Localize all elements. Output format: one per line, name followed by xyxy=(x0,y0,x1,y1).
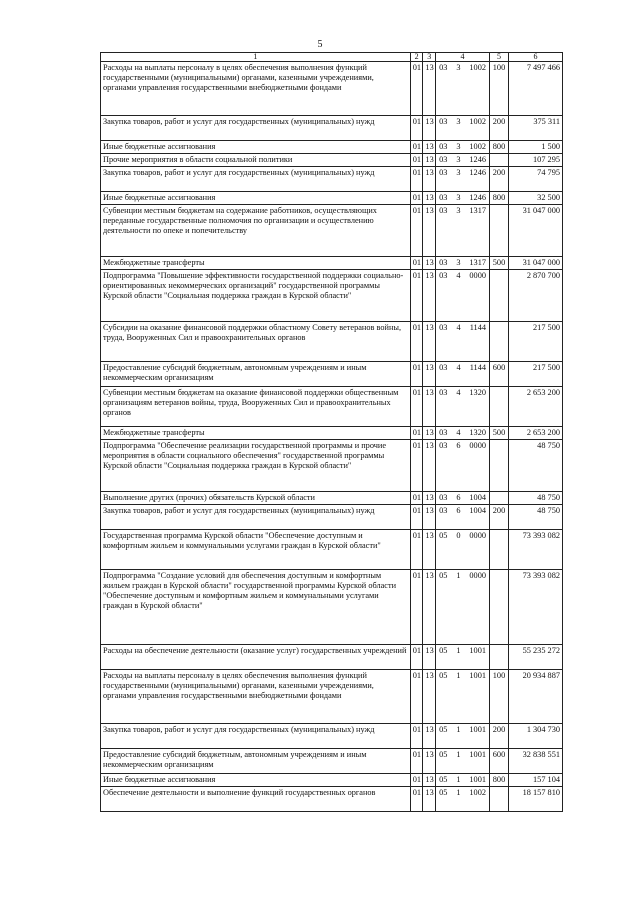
target-article-cell xyxy=(436,205,490,257)
expense-type-cell: 100 xyxy=(490,62,509,116)
amount-cell: 32 500 xyxy=(509,192,563,205)
target-article-part: 6 xyxy=(456,441,461,450)
target-article-part: 1 xyxy=(456,671,461,680)
expense-name-cell: Предоставление субсидий бюджетным, автономным учреждениям и иным некоммерческим организациям xyxy=(101,362,411,387)
subsection-code-cell: 13 xyxy=(423,257,436,270)
amount-cell: 2 653 200 xyxy=(509,387,563,427)
amount-cell: 73 393 082 xyxy=(509,530,563,570)
target-article-part: 05 xyxy=(439,788,448,797)
target-article-part: 3 xyxy=(456,63,461,72)
target-article-cell xyxy=(436,492,490,505)
expense-name-cell: Межбюджетные трансферты xyxy=(101,257,411,270)
target-article-code xyxy=(438,168,487,178)
subsection-code-cell: 13 xyxy=(423,570,436,645)
amount-cell: 7 497 466 xyxy=(509,62,563,116)
target-article-part: 05 xyxy=(439,531,448,540)
expense-type-cell xyxy=(490,787,509,812)
section-code-cell: 01 xyxy=(410,192,423,205)
target-article-part: 03 xyxy=(439,388,448,397)
section-code-cell: 01 xyxy=(410,205,423,257)
target-article-part: 3 xyxy=(456,155,461,164)
target-article-part: 1001 xyxy=(469,775,486,784)
amount-cell: 375 311 xyxy=(509,116,563,141)
target-article-cell xyxy=(436,257,490,270)
expense-name-cell: Расходы на обеспечение деятельности (оказание услуг) государственных учреждений xyxy=(101,645,411,670)
amount-cell: 48 750 xyxy=(509,492,563,505)
target-article-part: 6 xyxy=(456,493,461,502)
target-article-cell xyxy=(436,192,490,205)
target-article-part: 4 xyxy=(456,271,461,280)
expense-name-cell: Закупка товаров, работ и услуг для государственных (муниципальных) нужд xyxy=(101,116,411,141)
target-article-part: 4 xyxy=(456,363,461,372)
target-article-part: 4 xyxy=(456,323,461,332)
expense-type-cell: 100 xyxy=(490,670,509,724)
table-row xyxy=(101,645,563,670)
table-row xyxy=(101,154,563,167)
target-article-part: 1246 xyxy=(469,168,486,177)
expense-type-cell: 200 xyxy=(490,116,509,141)
subsection-code-cell: 13 xyxy=(423,116,436,141)
amount-cell: 74 795 xyxy=(509,167,563,192)
expense-name-cell: Субсидии на оказание финансовой поддержки областному Совету ветеранов войны, труда, Вооруженных Сил и правоохранительных органов xyxy=(101,322,411,362)
amount-cell: 2 870 700 xyxy=(509,270,563,322)
table-row xyxy=(101,670,563,724)
target-article-cell xyxy=(436,62,490,116)
section-code-cell: 01 xyxy=(410,570,423,645)
target-article-part: 1002 xyxy=(469,788,486,797)
target-article-part: 1144 xyxy=(469,323,486,332)
section-code-cell: 01 xyxy=(410,167,423,192)
target-article-part: 1246 xyxy=(469,155,486,164)
table-row xyxy=(101,257,563,270)
target-article-part: 03 xyxy=(439,155,448,164)
table-row xyxy=(101,322,563,362)
expense-name-cell: Закупка товаров, работ и услуг для государственных (муниципальных) нужд xyxy=(101,167,411,192)
expense-name-cell: Подпрограмма "Создание условий для обеспечения доступным и комфортным жильем граждан в Курской области" государственной программы Курской области "Обеспечение доступным и комфортным жильем и коммунальными услугами граждан в Курской области" xyxy=(101,570,411,645)
target-article-cell xyxy=(436,530,490,570)
table-row xyxy=(101,427,563,440)
target-article-cell xyxy=(436,670,490,724)
target-article-part: 03 xyxy=(439,271,448,280)
expense-type-cell: 800 xyxy=(490,141,509,154)
target-article-cell xyxy=(436,387,490,427)
table-row xyxy=(101,62,563,116)
subsection-code-cell: 13 xyxy=(423,154,436,167)
table-row xyxy=(101,440,563,492)
expense-type-cell xyxy=(490,530,509,570)
target-article-part: 03 xyxy=(439,168,448,177)
subsection-code-cell: 13 xyxy=(423,270,436,322)
section-code-cell: 01 xyxy=(410,787,423,812)
subsection-code-cell: 13 xyxy=(423,192,436,205)
expense-name-cell: Субвенции местным бюджетам на оказание финансовой поддержки общественным организациям ветеранов войны, труда, Вооруженных Сил и правоохранительных органов xyxy=(101,387,411,427)
table-row xyxy=(101,570,563,645)
expense-type-cell: 500 xyxy=(490,427,509,440)
target-article-code xyxy=(438,428,487,438)
amount-cell: 217 500 xyxy=(509,322,563,362)
subsection-code-cell: 13 xyxy=(423,787,436,812)
target-article-cell xyxy=(436,505,490,530)
expense-name-cell: Прочие мероприятия в области социальной политики xyxy=(101,154,411,167)
amount-cell: 157 104 xyxy=(509,774,563,787)
target-article-cell xyxy=(436,154,490,167)
expense-type-cell xyxy=(490,322,509,362)
target-article-part: 03 xyxy=(439,206,448,215)
expense-type-cell: 500 xyxy=(490,257,509,270)
target-article-part: 0000 xyxy=(469,531,486,540)
target-article-part: 03 xyxy=(439,441,448,450)
target-article-part: 1004 xyxy=(469,506,486,515)
target-article-code xyxy=(438,671,487,681)
amount-cell: 73 393 082 xyxy=(509,570,563,645)
expense-type-cell: 200 xyxy=(490,724,509,749)
target-article-code xyxy=(438,571,487,581)
table-row xyxy=(101,270,563,322)
target-article-cell xyxy=(436,440,490,492)
target-article-cell xyxy=(436,787,490,812)
expense-name-cell: Расходы на выплаты персоналу в целях обеспечения выполнения функций государственными (муниципальными) органами, казенными учреждениями, органами управления государственными внебюджетными фондами xyxy=(101,62,411,116)
target-article-part: 03 xyxy=(439,193,448,202)
section-code-cell: 01 xyxy=(410,492,423,505)
amount-cell: 32 838 551 xyxy=(509,749,563,774)
target-article-part: 0000 xyxy=(469,571,486,580)
expense-type-cell xyxy=(490,387,509,427)
target-article-part: 03 xyxy=(439,428,448,437)
expense-type-cell xyxy=(490,645,509,670)
amount-cell: 217 500 xyxy=(509,362,563,387)
expense-type-cell xyxy=(490,205,509,257)
table-row xyxy=(101,387,563,427)
table-row xyxy=(101,505,563,530)
target-article-cell xyxy=(436,774,490,787)
subsection-code-cell: 13 xyxy=(423,492,436,505)
subsection-code-cell: 13 xyxy=(423,167,436,192)
target-article-part: 1320 xyxy=(469,388,486,397)
target-article-part: 03 xyxy=(439,258,448,267)
header-cell-2: 2 xyxy=(410,53,423,62)
expense-type-cell: 600 xyxy=(490,362,509,387)
target-article-code xyxy=(438,388,487,398)
header-cell-1: 1 xyxy=(101,53,411,62)
subsection-code-cell: 13 xyxy=(423,774,436,787)
table-row xyxy=(101,492,563,505)
expense-name-cell: Обеспечение деятельности и выполнение функций государственных органов xyxy=(101,787,411,812)
target-article-part: 1001 xyxy=(469,671,486,680)
section-code-cell: 01 xyxy=(410,427,423,440)
section-code-cell: 01 xyxy=(410,141,423,154)
target-article-part: 03 xyxy=(439,63,448,72)
target-article-cell xyxy=(436,116,490,141)
amount-cell: 107 295 xyxy=(509,154,563,167)
subsection-code-cell: 13 xyxy=(423,141,436,154)
subsection-code-cell: 13 xyxy=(423,62,436,116)
expense-name-cell: Иные бюджетные ассигнования xyxy=(101,774,411,787)
table-row xyxy=(101,787,563,812)
table-row xyxy=(101,192,563,205)
subsection-code-cell: 13 xyxy=(423,670,436,724)
expense-type-cell xyxy=(490,154,509,167)
target-article-part: 1 xyxy=(456,775,461,784)
target-article-part: 1004 xyxy=(469,493,486,502)
expense-name-cell: Иные бюджетные ассигнования xyxy=(101,192,411,205)
target-article-cell xyxy=(436,141,490,154)
target-article-code xyxy=(438,258,487,268)
target-article-part: 03 xyxy=(439,506,448,515)
target-article-part: 1002 xyxy=(469,142,486,151)
target-article-code xyxy=(438,775,487,785)
target-article-part: 1317 xyxy=(469,258,486,267)
budget-table xyxy=(100,52,563,812)
amount-cell: 2 653 200 xyxy=(509,427,563,440)
target-article-part: 0000 xyxy=(469,271,486,280)
target-article-cell xyxy=(436,362,490,387)
section-code-cell: 01 xyxy=(410,62,423,116)
target-article-part: 05 xyxy=(439,775,448,784)
table-row xyxy=(101,749,563,774)
expense-name-cell: Субвенции местным бюджетам на содержание работников, осуществляющих переданные государственные полномочия по организации и осуществлению деятельности по опеке и попечительству xyxy=(101,205,411,257)
target-article-cell xyxy=(436,322,490,362)
target-article-part: 3 xyxy=(456,117,461,126)
target-article-part: 1 xyxy=(456,750,461,759)
target-article-cell xyxy=(436,427,490,440)
section-code-cell: 01 xyxy=(410,774,423,787)
target-article-code xyxy=(438,506,487,516)
target-article-cell xyxy=(436,645,490,670)
target-article-part: 1 xyxy=(456,571,461,580)
expense-name-cell: Закупка товаров, работ и услуг для государственных (муниципальных) нужд xyxy=(101,505,411,530)
target-article-code xyxy=(438,323,487,333)
expense-name-cell: Расходы на выплаты персоналу в целях обеспечения выполнения функций государственными (муниципальными) органами, казенными учреждениями, органами управления государственными внебюджетными фондами xyxy=(101,670,411,724)
subsection-code-cell: 13 xyxy=(423,362,436,387)
subsection-code-cell: 13 xyxy=(423,322,436,362)
subsection-code-cell: 13 xyxy=(423,427,436,440)
expense-name-cell: Иные бюджетные ассигнования xyxy=(101,141,411,154)
target-article-part: 03 xyxy=(439,363,448,372)
target-article-code xyxy=(438,63,487,73)
expense-name-cell: Подпрограмма "Обеспечение реализации государственной программы и прочие мероприятия в области социального обеспечения" государственной программы Курской области "Социальная поддержка граждан в Курской области" xyxy=(101,440,411,492)
amount-cell: 31 047 000 xyxy=(509,205,563,257)
section-code-cell: 01 xyxy=(410,270,423,322)
section-code-cell: 01 xyxy=(410,749,423,774)
target-article-part: 3 xyxy=(456,168,461,177)
amount-cell: 48 750 xyxy=(509,505,563,530)
header-cell-3: 3 xyxy=(423,53,436,62)
target-article-part: 1 xyxy=(456,725,461,734)
expense-type-cell: 600 xyxy=(490,749,509,774)
expense-name-cell: Выполнение других (прочих) обязательств Курской области xyxy=(101,492,411,505)
expense-type-cell: 800 xyxy=(490,774,509,787)
target-article-part: 03 xyxy=(439,493,448,502)
target-article-part: 3 xyxy=(456,193,461,202)
target-article-cell xyxy=(436,270,490,322)
target-article-cell xyxy=(436,749,490,774)
target-article-part: 1246 xyxy=(469,193,486,202)
target-article-part: 1001 xyxy=(469,725,486,734)
amount-cell: 1 500 xyxy=(509,141,563,154)
target-article-part: 6 xyxy=(456,506,461,515)
target-article-code xyxy=(438,441,487,451)
table-row xyxy=(101,774,563,787)
subsection-code-cell: 13 xyxy=(423,387,436,427)
section-code-cell: 01 xyxy=(410,322,423,362)
target-article-cell xyxy=(436,167,490,192)
amount-cell: 31 047 000 xyxy=(509,257,563,270)
table-row xyxy=(101,116,563,141)
amount-cell: 18 157 810 xyxy=(509,787,563,812)
target-article-code xyxy=(438,788,487,798)
target-article-part: 1002 xyxy=(469,63,486,72)
table-row xyxy=(101,167,563,192)
target-article-part: 0000 xyxy=(469,441,486,450)
header-cell-5: 5 xyxy=(490,53,509,62)
target-article-part: 1002 xyxy=(469,117,486,126)
header-cell-6: 6 xyxy=(509,53,563,62)
target-article-part: 03 xyxy=(439,117,448,126)
amount-cell: 55 235 272 xyxy=(509,645,563,670)
section-code-cell: 01 xyxy=(410,724,423,749)
subsection-code-cell: 13 xyxy=(423,205,436,257)
target-article-part: 03 xyxy=(439,323,448,332)
target-article-part: 03 xyxy=(439,142,448,151)
subsection-code-cell: 13 xyxy=(423,724,436,749)
target-article-code xyxy=(438,531,487,541)
target-article-part: 1317 xyxy=(469,206,486,215)
table-row xyxy=(101,141,563,154)
section-code-cell: 01 xyxy=(410,387,423,427)
section-code-cell: 01 xyxy=(410,362,423,387)
target-article-part: 1001 xyxy=(469,750,486,759)
target-article-code xyxy=(438,142,487,152)
table-row xyxy=(101,530,563,570)
expense-type-cell xyxy=(490,440,509,492)
target-article-code xyxy=(438,271,487,281)
target-article-code xyxy=(438,493,487,503)
target-article-code xyxy=(438,363,487,373)
expense-name-cell: Межбюджетные трансферты xyxy=(101,427,411,440)
subsection-code-cell: 13 xyxy=(423,505,436,530)
section-code-cell: 01 xyxy=(410,440,423,492)
expense-name-cell: Подпрограмма "Повышение эффективности государственной поддержки социально-ориентированных некоммерческих организаций" государственной программы Курской области "Социальная поддержка граждан в Курской области" xyxy=(101,270,411,322)
target-article-part: 1320 xyxy=(469,428,486,437)
expense-name-cell: Предоставление субсидий бюджетным, автономным учреждениям и иным некоммерческим организациям xyxy=(101,749,411,774)
amount-cell: 1 304 730 xyxy=(509,724,563,749)
target-article-part: 3 xyxy=(456,142,461,151)
subsection-code-cell: 13 xyxy=(423,749,436,774)
target-article-part: 1001 xyxy=(469,646,486,655)
section-code-cell: 01 xyxy=(410,154,423,167)
target-article-code xyxy=(438,117,487,127)
expense-name-cell: Государственная программа Курской области "Обеспечение доступным и комфортным жильем и коммунальными услугами граждан в Курской области" xyxy=(101,530,411,570)
table-row xyxy=(101,724,563,749)
target-article-code xyxy=(438,155,487,165)
table-row xyxy=(101,205,563,257)
expense-type-cell: 800 xyxy=(490,192,509,205)
amount-cell: 20 934 887 xyxy=(509,670,563,724)
target-article-part: 1 xyxy=(456,646,461,655)
target-article-code xyxy=(438,750,487,760)
target-article-part: 05 xyxy=(439,671,448,680)
target-article-code xyxy=(438,206,487,216)
section-code-cell: 01 xyxy=(410,257,423,270)
target-article-cell xyxy=(436,724,490,749)
target-article-code xyxy=(438,646,487,656)
target-article-part: 05 xyxy=(439,571,448,580)
page-number: 5 xyxy=(317,39,323,50)
header-cell-4: 4 xyxy=(436,53,490,62)
section-code-cell: 01 xyxy=(410,116,423,141)
target-article-part: 4 xyxy=(456,388,461,397)
section-code-cell: 01 xyxy=(410,645,423,670)
expense-name-cell: Закупка товаров, работ и услуг для государственных (муниципальных) нужд xyxy=(101,724,411,749)
section-code-cell: 01 xyxy=(410,670,423,724)
target-article-code xyxy=(438,725,487,735)
expense-type-cell xyxy=(490,570,509,645)
target-article-part: 4 xyxy=(456,428,461,437)
target-article-part: 1 xyxy=(456,788,461,797)
table-row xyxy=(101,362,563,387)
amount-cell: 48 750 xyxy=(509,440,563,492)
target-article-part: 3 xyxy=(456,258,461,267)
target-article-cell xyxy=(436,570,490,645)
expense-type-cell: 200 xyxy=(490,167,509,192)
target-article-part: 05 xyxy=(439,725,448,734)
target-article-code xyxy=(438,193,487,203)
target-article-part: 1144 xyxy=(469,363,486,372)
subsection-code-cell: 13 xyxy=(423,440,436,492)
target-article-part: 05 xyxy=(439,646,448,655)
expense-type-cell: 200 xyxy=(490,505,509,530)
target-article-part: 05 xyxy=(439,750,448,759)
section-code-cell: 01 xyxy=(410,505,423,530)
subsection-code-cell: 13 xyxy=(423,530,436,570)
expense-type-cell xyxy=(490,270,509,322)
section-code-cell: 01 xyxy=(410,530,423,570)
expense-type-cell xyxy=(490,492,509,505)
target-article-part: 3 xyxy=(456,206,461,215)
target-article-part: 0 xyxy=(456,531,461,540)
table-header-row xyxy=(101,53,563,62)
subsection-code-cell: 13 xyxy=(423,645,436,670)
